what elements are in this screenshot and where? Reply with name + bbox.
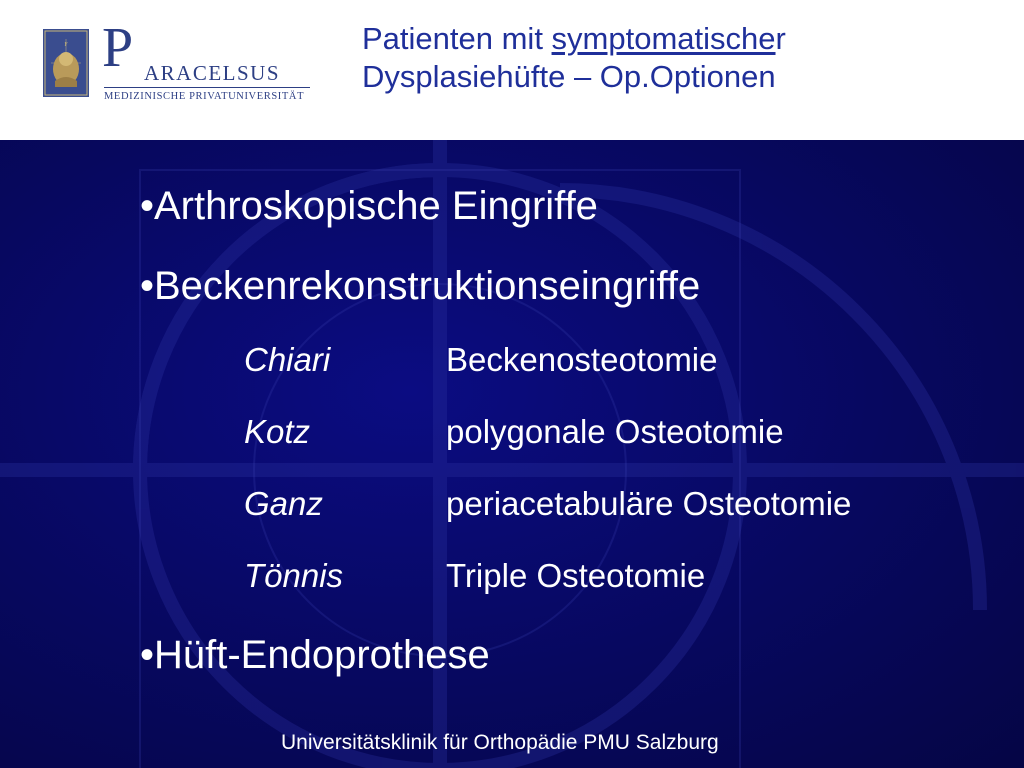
logo-initial: P xyxy=(102,17,134,79)
slide-title-line-1 xyxy=(362,20,786,58)
procedure-description: Triple Osteotomie xyxy=(446,557,706,594)
logo-subtitle: MEDIZINISCHE PRIVATUNIVERSITÄT xyxy=(104,91,305,102)
paracelsus-logo xyxy=(40,17,322,104)
bullet-item: •Arthroskopische Eingriffe xyxy=(140,184,598,228)
logo-divider xyxy=(104,87,310,88)
bullet-item: •Hüft-Endoprothese xyxy=(140,633,490,677)
title-line1-underlined: symptomatische xyxy=(551,21,776,56)
slide-footer: Universitätsklinik für Orthopädie PMU Salzburg xyxy=(281,731,719,754)
procedure-name: Kotz xyxy=(244,413,311,450)
procedure-name: Chiari xyxy=(244,341,331,378)
procedure-description: polygonale Osteotomie xyxy=(446,413,784,450)
title-line1-pre: Patienten mit xyxy=(362,21,552,56)
procedure-description: periacetabuläre Osteotomie xyxy=(446,485,852,522)
procedure-name: Tönnis xyxy=(244,557,344,594)
slide-title-line-2: Dysplasiehüfte – Op.Optionen xyxy=(362,59,776,94)
procedure-description: Beckenosteotomie xyxy=(446,341,718,378)
slide-header xyxy=(0,0,1024,140)
procedure-name: Ganz xyxy=(244,485,323,522)
slide-body xyxy=(0,140,1024,768)
title-line1-post: r xyxy=(775,21,786,56)
svg-text:F: F xyxy=(64,42,68,48)
slide-title xyxy=(362,20,786,96)
paracelsus-emblem-icon xyxy=(43,29,89,97)
bullet-item: •Beckenrekonstruktionseingriffe xyxy=(140,264,701,308)
logo-name: ARACELSUS xyxy=(144,61,281,85)
